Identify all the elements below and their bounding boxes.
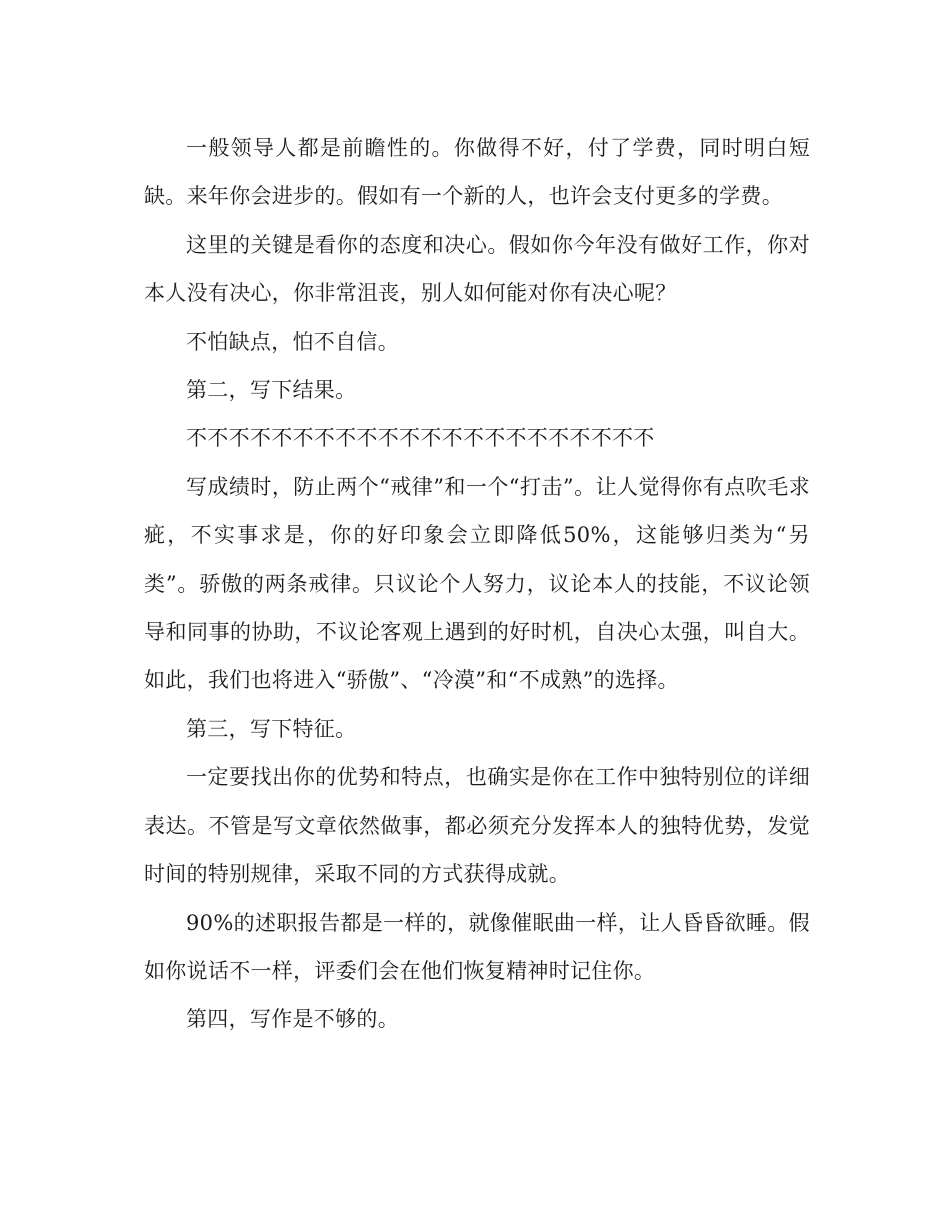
paragraph: 90%的述职报告都是一样的，就像催眠曲一样，让人昏昏欲睡。假如你说话不一样，评委们会在他们恢复精神时记住你。 bbox=[144, 910, 810, 983]
paragraph: 一般领导人都是前瞻性的。你做得不好，付了学费，同时明白短缺。来年你会进步的。假如有一个新的人，也许会支付更多的学费。 bbox=[144, 136, 810, 209]
document-body bbox=[144, 124, 810, 1044]
section-heading: 第二，写下结果。 bbox=[186, 378, 357, 403]
paragraph: 不不不不不不不不不不不不不不不不不不不不不不 bbox=[186, 426, 655, 451]
section-heading: 第三，写下特征。 bbox=[186, 716, 357, 741]
paragraph: 写成绩时，防止两个“戒律”和一个“打击”。让人觉得你有点吹毛求疵，不实事求是，你的好印象会立即降低50%，这能够归类为“另类”。骄傲的两条戒律。只议论个人努力，议论本人的技能，不议论领导和同事的协助，不议论客观上遇到的好时机，自决心太强，叫自大。如此，我们也将进入“骄傲”、“冷漠”和“不成熟”的选择。 bbox=[144, 474, 810, 693]
paragraph: 这里的关键是看你的态度和决心。假如你今年没有做好工作，你对本人没有决心，你非常沮丧，别人如何能对你有决心呢？ bbox=[144, 232, 810, 306]
section-heading: 第四，写作是不够的。 bbox=[186, 1007, 399, 1032]
paragraph: 不怕缺点，怕不自信。 bbox=[186, 329, 399, 354]
paragraph: 一定要找出你的优势和特点，也确实是你在工作中独特别位的详细表达。不管是写文章依然做事，都必须充分发挥本人的独特优势，发觉时间的特别规律，采取不同的方式获得成就。 bbox=[144, 765, 810, 887]
